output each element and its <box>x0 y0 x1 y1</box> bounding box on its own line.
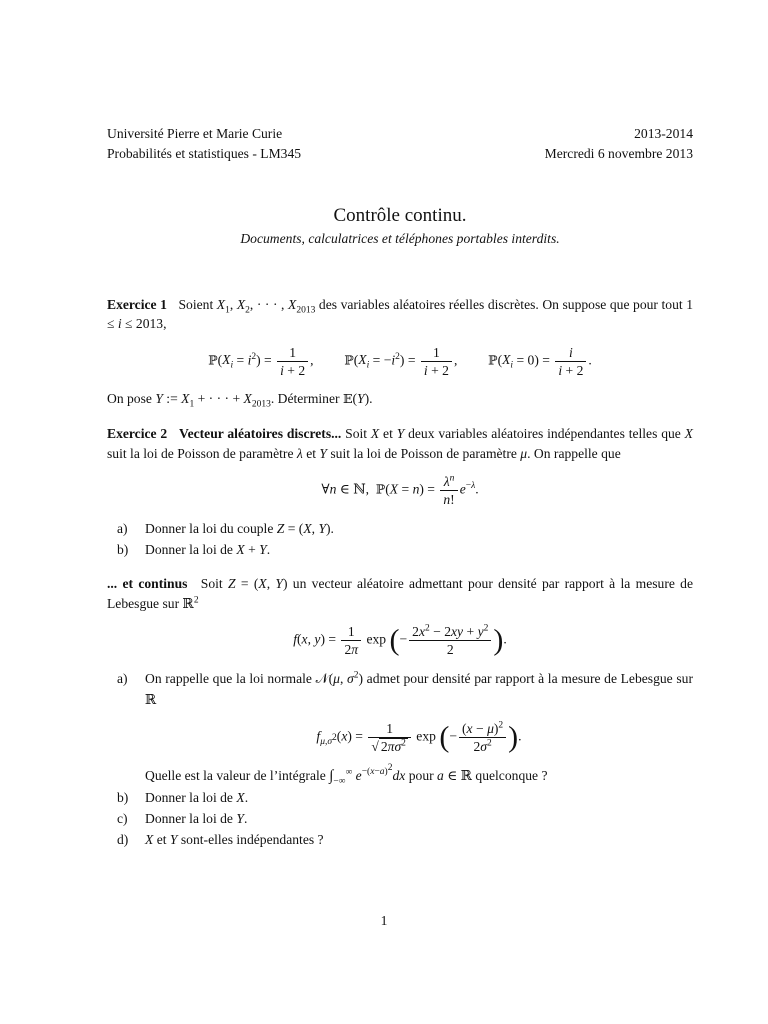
item-marker: a) <box>117 521 128 536</box>
item-marker: b) <box>117 790 129 805</box>
exercise-1-closing: On pose Y := $X_1$ + · · · + $X_{2013}$. Déterminer 𝔼(Y). <box>107 390 373 410</box>
item-text: Donner la loi de <box>145 542 233 557</box>
list-item: a) Donner la loi du couple Z = (X, Y). <box>107 518 693 539</box>
item-marker: c) <box>117 811 128 826</box>
exercise-1-closing-b: Déterminer <box>277 390 340 406</box>
continuous-questions <box>107 668 693 850</box>
continuous-text-a: Soit <box>200 576 223 591</box>
integral-question-c: quelconque ? <box>475 768 548 783</box>
item-text: Donner la loi de <box>145 811 233 826</box>
exercise-1-text-b: des variables aléatoires réelles discrètes. On suppose que pour tout <box>318 296 683 312</box>
exercise-1-closing-a: On pose <box>107 390 152 406</box>
page-subtitle: Documents, calculatrices et téléphones portables interdits. <box>240 231 560 246</box>
exam-page <box>107 124 693 850</box>
list-item: b) Donner la loi de X + Y. <box>107 539 693 560</box>
poisson-formula: ∀n ∈ ℕ, ℙ(X = n) = $\frac{\lambda^n}{n!}$ $e^{-\lambda}$. <box>321 473 479 507</box>
exercise-2-questions <box>107 518 693 560</box>
list-item: b) Donner la loi de X. <box>107 787 693 808</box>
page-number: 1 <box>380 913 388 928</box>
item-text: sont-elles indépendantes ? <box>180 832 324 847</box>
exercise-2-text-a: Soit <box>345 426 368 441</box>
exercise-2-text-d: suit la loi de Poisson de paramètre <box>107 445 294 461</box>
exercise-2-heading: Vecteur aléatoires discrets... <box>179 426 342 441</box>
course-name: Probabilités et statistiques - LM345 <box>107 145 302 161</box>
item-marker: a) <box>117 671 128 686</box>
continuous-part: ... et continus Soit Z = (X, Y) un vecteur aléatoire admettant pour densité par rapport à la mesure de Lebesgue sur ℝ$^2$ <box>107 576 694 611</box>
item-text: Donner la loi du couple <box>145 521 274 536</box>
exam-date: Mercredi 6 novembre 2013 <box>544 145 693 161</box>
exercise-2-text-g: . On rappelle que <box>527 445 621 461</box>
header-left <box>107 124 301 163</box>
exercise-1-formula: $ℙ(X_i = i^2)$ = $\frac{1}{i + 2}$ , $ℙ(X_i = -i^2)$ = $\frac{1}{i + 2}$ , $ℙ(X_i = 0)$ = $\frac{i}{i + 2}$ . <box>208 344 592 378</box>
exercise-2: Exercice 2 Vecteur aléatoires discrets... Soit X et Y deux variables aléatoires indépendantes telles que X suit la loi de Poisson de paramètre λ et Y suit la loi de Poisson de paramètre μ. On rappelle que <box>107 426 693 461</box>
exercise-2-text-e: et <box>306 445 317 461</box>
continuous-heading: ... et continus <box>107 576 188 591</box>
exercise-2-label: Exercice 2 <box>107 426 168 441</box>
exercise-1: Exercice 1 Soient $X_1$, $X_2$, · · · , $X_{2013}$ des variables aléatoires réelles discrètes. On suppose que pour tout 1 ≤ i ≤ 2013, <box>107 296 694 331</box>
page-title: Contrôle continu. <box>333 205 467 226</box>
exercise-1-text-a: Soient <box>178 296 214 312</box>
normal-density-formula: $f_{\mu,\sigma^2}(x)$ = $\frac{1}{√ 2\pi\sigma^2}$ exp (− $\frac{(x - \mu)^2}{2\sigma^2}$ ). <box>316 720 522 754</box>
exercise-2-text-b: et <box>383 426 393 441</box>
item-text-2: admet pour densité par rapport à la mesure de Lebesgue sur <box>366 671 693 686</box>
integral-question-a: Quelle est la valeur de l’intégrale <box>145 768 326 783</box>
exercise-2-text-f: suit la loi de Poisson de paramètre <box>330 445 517 461</box>
exercise-2-text-c: deux variables aléatoires indépendantes telles que <box>408 426 681 441</box>
list-item: d) X et Y sont-elles indépendantes ? <box>107 829 693 850</box>
density-formula: f(x, y) = $\frac{1}{2\pi}$ exp (− $\frac{2x^2 - 2xy + y^2}{2}$ ). <box>293 623 507 657</box>
header <box>107 124 693 163</box>
header-right <box>545 124 693 163</box>
university-name: Université Pierre et Marie Curie <box>107 126 283 141</box>
continuous-text-b: un vecteur aléatoire admettant pour densité par rapport à la mesure de Lebesgue sur <box>107 576 694 611</box>
item-marker: d) <box>117 832 129 847</box>
item-text: Donner la loi de <box>145 790 233 805</box>
exercise-1-label: Exercice 1 <box>107 296 167 312</box>
item-text: On rappelle que la loi normale <box>145 671 312 686</box>
integral-question-b: pour <box>408 768 434 783</box>
academic-year: 2013-2014 <box>634 126 693 141</box>
list-item: c) Donner la loi de Y. <box>107 808 693 829</box>
list-item: a) On rappelle que la loi normale 𝒩(μ, $\sigma^2$) admet pour densité par rapport à la mesure de Lebesgue sur ℝ $f_{\mu,\sigma^2}(x)$ = $\frac{1}{√ 2\pi\sigma^2}$ exp (− $\frac{(x - \mu)^2}{2\sigma^2}$ ). Quelle est la valeur de l’intégrale $\int_{-\infty}^\infty$ $e^{-(x-a)^2}dx$ pour a ∈ ℝ quelconque ? <box>107 668 693 787</box>
item-marker: b) <box>117 542 129 557</box>
